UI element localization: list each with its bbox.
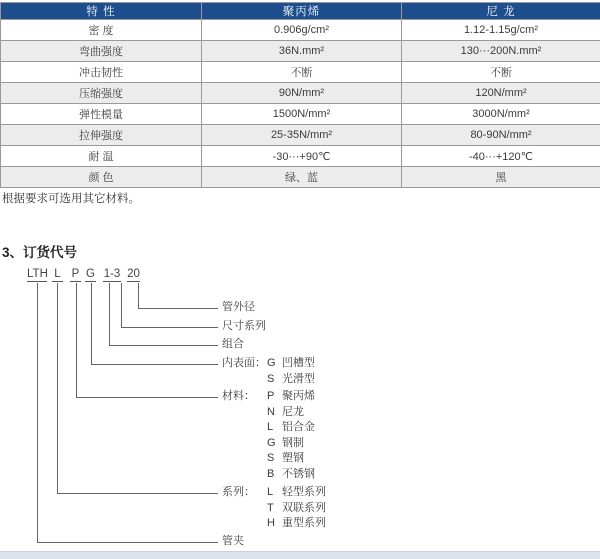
code-entry-row <box>222 451 315 467</box>
option-desc: 尼龙 <box>282 405 304 418</box>
value-cell: 黑 <box>402 167 600 188</box>
value-cell: 36N.mm² <box>202 41 402 62</box>
code-entry-row <box>222 300 255 316</box>
code-segment: LTH <box>27 268 48 280</box>
code-entry-row <box>222 534 244 550</box>
value-cell: 25-35N/mm² <box>202 125 402 146</box>
option-desc: 轻型系列 <box>282 486 326 498</box>
property-cell: 压缩强度 <box>1 83 202 104</box>
value-cell: 1500N/mm² <box>202 104 402 125</box>
code-entry-row <box>222 405 315 421</box>
option-desc: 塑钢 <box>282 452 304 464</box>
value-cell: 不断 <box>402 62 600 83</box>
code-entry <box>222 356 315 387</box>
option-code: N <box>267 405 275 418</box>
option-desc: 双联系列 <box>282 501 326 514</box>
entry-label: 管夹 <box>222 535 244 547</box>
option-code: B <box>267 467 275 480</box>
option-desc: 凹槽型 <box>282 357 315 369</box>
property-cell: 颜 色 <box>1 167 202 188</box>
code-segment: L <box>52 268 63 282</box>
option-desc: 不锈钢 <box>282 467 315 480</box>
code-entry-row <box>222 485 326 501</box>
value-cell: 80-90N/mm² <box>402 125 600 146</box>
property-cell: 弯曲强度 <box>1 41 202 62</box>
header-nylon: 尼 龙 <box>402 3 600 20</box>
property-cell: 冲击韧性 <box>1 62 202 83</box>
value-cell: 1.12-1.15g/cm² <box>402 20 600 41</box>
entry-label: 组合 <box>222 338 244 350</box>
leader-line <box>37 283 218 543</box>
option-desc: 铝合金 <box>282 421 315 433</box>
code-entry <box>222 337 244 353</box>
value-cell: 不断 <box>202 62 402 83</box>
property-cell: 弹性模量 <box>1 104 202 125</box>
code-segment: 20 <box>127 268 140 280</box>
bottom-strip <box>0 551 600 559</box>
value-cell: -30···+90℃ <box>202 146 402 167</box>
code-entry-row <box>222 389 315 405</box>
section-heading: 3、订货代号 <box>2 245 78 260</box>
option-desc: 重型系列 <box>282 517 326 529</box>
code-entry-row <box>222 436 315 452</box>
option-desc: 钢制 <box>282 436 304 449</box>
value-cell: -40···+120℃ <box>402 146 600 167</box>
entry-label: 管外径 <box>222 301 255 313</box>
option-desc: 光滑型 <box>282 372 315 385</box>
option-desc: 聚丙烯 <box>282 390 315 402</box>
code-entry <box>222 389 315 482</box>
code-segment: 1-3 <box>103 268 121 280</box>
option-code: S <box>267 452 275 464</box>
header-property: 特 性 <box>1 3 202 20</box>
option-code: L <box>267 486 274 498</box>
option-code: S <box>267 372 275 385</box>
code-entry-row <box>222 467 315 483</box>
property-cell: 拉伸强度 <box>1 125 202 146</box>
option-code: T <box>267 501 274 514</box>
entry-label: 材料： <box>222 390 255 402</box>
code-entry <box>222 534 244 550</box>
code-entry <box>222 300 255 316</box>
value-cell: 3000N/mm² <box>402 104 600 125</box>
code-entry-row <box>222 372 315 388</box>
materials-note: 根据要求可选用其它材料。 <box>2 193 140 205</box>
code-entry <box>222 485 326 532</box>
code-entry <box>222 319 266 335</box>
option-code: G <box>267 436 276 449</box>
option-code: L <box>267 421 274 433</box>
option-code: G <box>267 357 276 369</box>
code-entry-row <box>222 319 266 335</box>
value-cell: 130···200N.mm² <box>402 41 600 62</box>
entry-label: 尺寸系列 <box>222 320 266 332</box>
option-code: P <box>267 390 275 402</box>
code-segment: P <box>71 268 80 280</box>
property-cell: 耐 温 <box>1 146 202 167</box>
value-cell: 绿、蓝 <box>202 167 402 188</box>
entry-label: 系列： <box>222 486 255 498</box>
value-cell: 120N/mm² <box>402 83 600 104</box>
code-entry-row <box>222 501 326 517</box>
option-code: H <box>267 517 275 529</box>
code-entry-row <box>222 516 326 532</box>
value-cell: 90N/mm² <box>202 83 402 104</box>
property-cell: 密 度 <box>1 20 202 41</box>
header-polypropylene: 聚丙烯 <box>202 3 402 20</box>
code-entry-row <box>222 337 244 353</box>
value-cell: 0.906g/cm² <box>202 20 402 41</box>
code-segment: G <box>86 268 95 280</box>
code-entry-row <box>222 420 315 436</box>
entry-label: 内表面： <box>222 357 266 369</box>
code-entry-row <box>222 356 315 372</box>
